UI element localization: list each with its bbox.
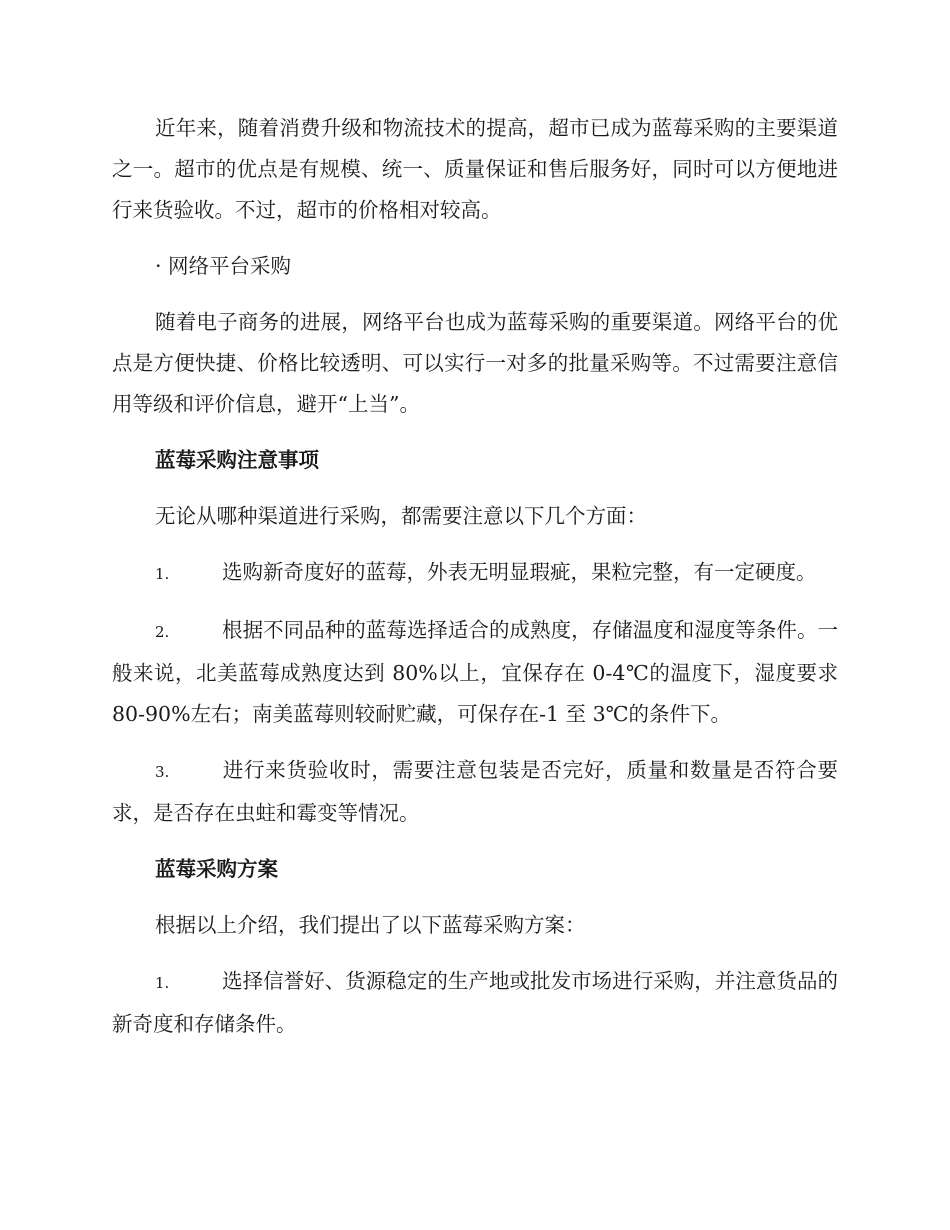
plan-item-1: [112, 961, 838, 1045]
notes-item-3: [112, 750, 838, 834]
list-number: 1.: [155, 974, 170, 992]
list-item-text: 选购新奇度好的蓝莓，外表无明显瑕疵，果粒完整，有一定硬度。: [222, 560, 817, 584]
document-page: [112, 108, 838, 1060]
list-number: 3.: [155, 763, 170, 781]
list-item-text: 选择信誉好、货源稳定的生产地或批发市场进行采购，并注意货品的新奇度和存储条件。: [112, 969, 838, 1036]
list-item-text: 根据不同品种的蓝莓选择适合的成熟度，存储温度和湿度等条件。一般来说，北美蓝莓成熟度达到 80%以上，宜保存在 0-4℃的温度下，湿度要求 80-90%左右；南美蓝莓则较耐贮藏，可保存在-1 至 3℃的条件下。: [112, 618, 838, 726]
plan-intro: 根据以上介绍，我们提出了以下蓝莓采购方案：: [155, 913, 586, 937]
heading-notes: 蓝莓采购注意事项: [155, 448, 319, 472]
notes-item-2: [112, 610, 838, 735]
paragraph-online-platform: 随着电子商务的进展，网络平台也成为蓝莓采购的重要渠道。网络平台的优点是方便快捷、价格比较透明、可以实行一对多的批量采购等。不过需要注意信用等级和评价信息，避开“上当”。: [112, 310, 838, 416]
list-number: 2.: [155, 623, 170, 641]
notes-intro: 无论从哪种渠道进行采购，都需要注意以下几个方面：: [155, 504, 647, 528]
bullet-online-platform: · 网络平台采购: [155, 254, 292, 278]
heading-plan: 蓝莓采购方案: [155, 857, 278, 881]
notes-item-1: [112, 552, 838, 595]
list-number: 1.: [155, 565, 170, 583]
paragraph-supermarket: 近年来，随着消费升级和物流技术的提高，超市已成为蓝莓采购的主要渠道之一。超市的优点是有规模、统一、质量保证和售后服务好，同时可以方便地进行来货验收。不过，超市的价格相对较高。: [112, 116, 838, 222]
list-item-text: 进行来货验收时，需要注意包装是否完好，质量和数量是否符合要求，是否存在虫蛀和霉变等情况。: [112, 758, 838, 825]
